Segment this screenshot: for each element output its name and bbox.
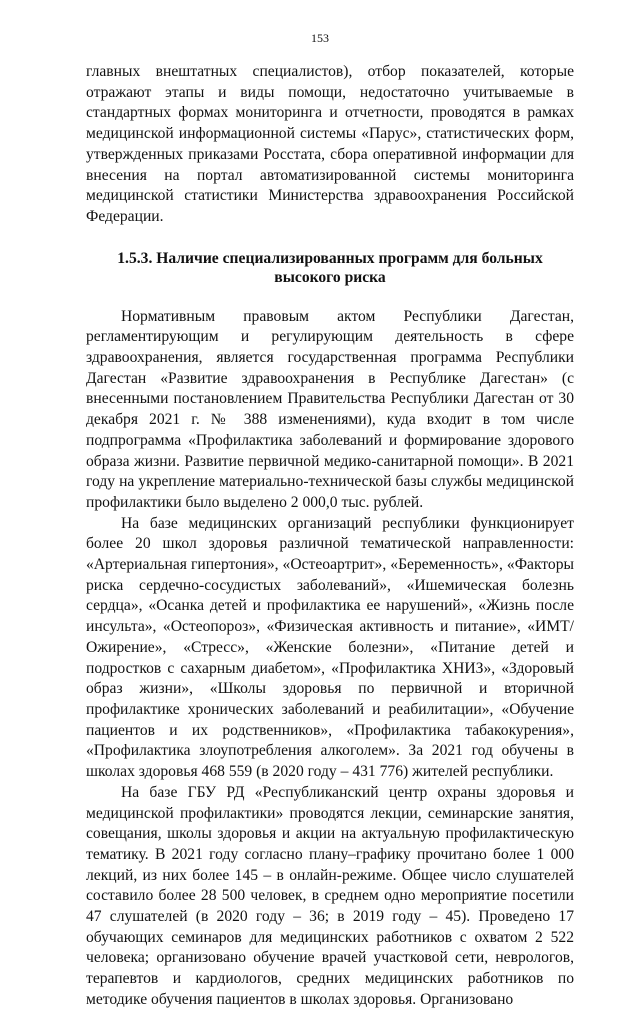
paragraph-intro-continuation: главных внештатных специалистов), отбор показателей, которые отражают этапы и виды помощи, недостаточно учитываемые в стандартных формах мониторинга и отчетности, проводятся в рамках медицинской информационной системы «Парус», статистических форм, утвержденных приказами Росстата, сбора оперативной информации для внесения на портал автоматизированной системы мониторинга медицинской статистики Министерства здравоохранения Российской Федерации. bbox=[86, 63, 574, 225]
page-number: 153 bbox=[311, 31, 329, 45]
section-heading-line-1: 1.5.3. Наличие специализированных программ для больных bbox=[117, 249, 543, 267]
paragraph-health-schools: На базе медицинских организаций республики функционирует более 20 школ здоровья различной тематической направленности: «Артериальная гипертония», «Остеоартрит», «Беременность», «Факторы риска сердечно-сосудистых заболеваний», «Ишемическая болезнь сердца», «Осанка детей и профилактика ее нарушений», «Жизнь после инсульта», «Остеопороз», «Физическая активность и питание», «ИМТ/Ожирение», «Стресс», «Женские болезни», «Питание детей и подростков с сахарным диабетом», «Профилактика ХНИЗ», «Здоровый образ жизни», «Школы здоровья по первичной и вторичной профилактике хронических заболеваний и реабилитации», «Обучение пациентов и их родственников», «Профилактика табакокурения», «Профилактика злоупотребления алкоголем». За 2021 год обучены в школах здоровья 468 559 (в 2020 году – 431 776) жителей республики. bbox=[86, 514, 574, 781]
document-body bbox=[86, 62, 574, 1011]
section-heading-line-2: высокого риска bbox=[274, 269, 386, 287]
paragraph-regulatory-act: Нормативным правовым актом Республики Дагестан, регламентирующим и регулирующим деятельность в сфере здравоохранения, является государственная программа Республики Дагестан «Развитие здравоохранения в Республике Дагестан» (с внесенными постановлением Правительства Республики Дагестан от 30 декабря 2021 г. № 388 изменениями), куда входит в том числе подпрограмма «Профилактика заболеваний и формирование здорового образа жизни. Развитие первичной медико-санитарной помощи». В 2021 году на укрепление материально-технической базы службы медицинской профилактики было выделено 2 000,0 тыс. рублей. bbox=[86, 307, 574, 511]
paragraph-prevention-center: На базе ГБУ РД «Республиканский центр охраны здоровья и медицинской профилактики» проводятся лекции, семинарские занятия, совещания, школы здоровья и акции на актуальную профилактическую тематику. В 2021 году согласно плану–графику прочитано более 1 000 лекций, из них более 145 – в онлайн-режиме. Общее число слушателей составило более 28 500 человек, в среднем одно мероприятие посетили 47 слушателей (в 2020 году – 36; в 2019 году – 45). Проведено 17 обучающих семинаров для медицинских работников с охватом 2 522 человека; организовано обучение врачей участковой сети, неврологов, терапевтов и кардиологов, средних медицинских работников по методике обучения пациентов в школах здоровья. Организовано bbox=[86, 783, 574, 1008]
section-heading bbox=[86, 249, 574, 288]
